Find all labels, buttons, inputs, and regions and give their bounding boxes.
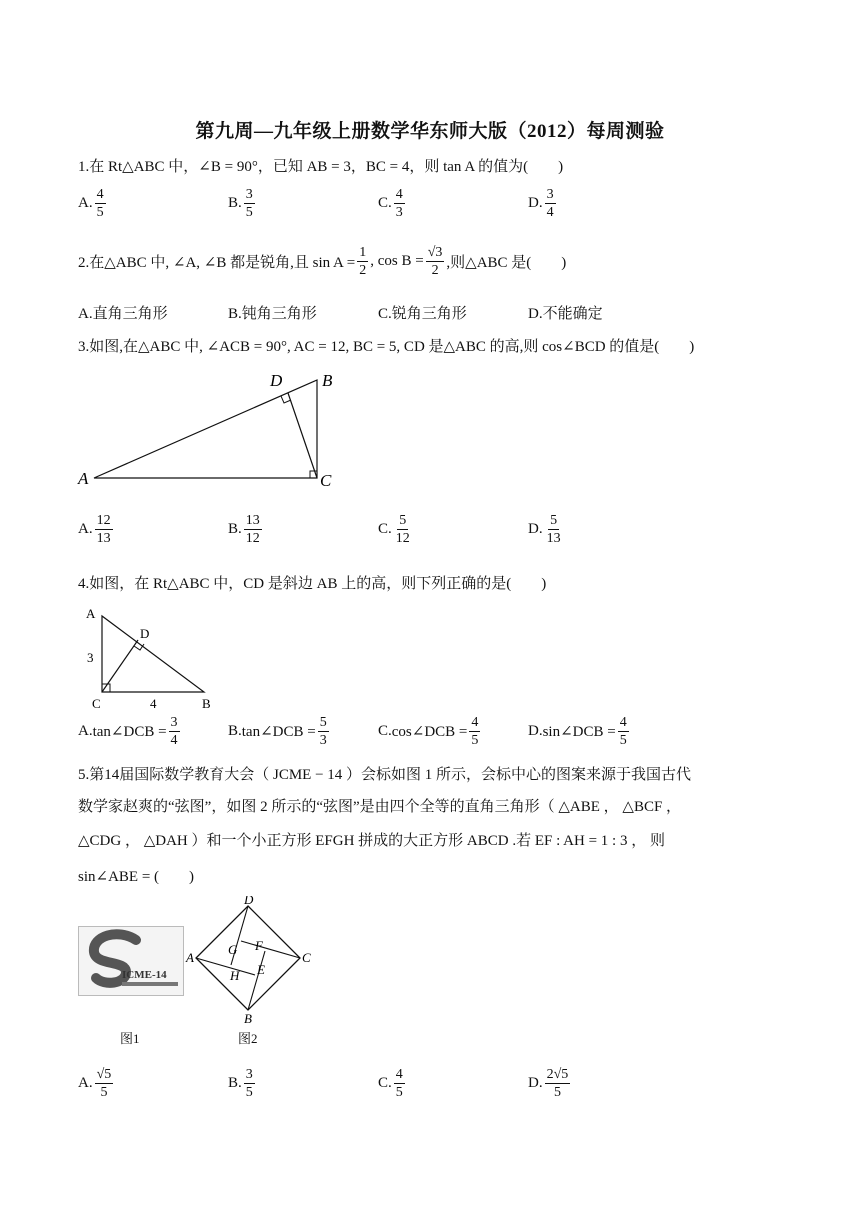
- fraction: [618, 714, 629, 749]
- logo-text: ICME-14: [122, 969, 167, 981]
- fraction: [244, 1066, 255, 1101]
- q4-triangle-figure: [78, 602, 228, 712]
- denominator: 4: [546, 205, 554, 220]
- fraction: [95, 512, 113, 547]
- label-a: A: [186, 950, 194, 965]
- stem-text: , cos B =: [370, 253, 424, 269]
- numerator: 4: [395, 187, 403, 202]
- option-label: C.: [378, 1075, 392, 1091]
- label-a: A: [78, 469, 89, 488]
- option-label: C.: [378, 195, 392, 211]
- figure-2-caption: 图2: [238, 1031, 258, 1046]
- stem-text: 2.在△ABC 中, ∠A, ∠B 都是锐角,且 sin A =: [78, 255, 356, 271]
- option-label: A.: [78, 1075, 93, 1091]
- numerator: 3: [245, 187, 253, 202]
- denominator: 5: [619, 733, 627, 748]
- label-c: C: [92, 696, 101, 711]
- option-expression: tan∠DCB =: [92, 724, 167, 740]
- numerator: 1: [359, 245, 367, 260]
- fraction: [545, 512, 563, 547]
- triangle-abc: [102, 616, 204, 692]
- numerator: 2√5: [546, 1067, 569, 1082]
- q3-option-d[interactable]: [528, 512, 565, 547]
- denominator: 12: [245, 531, 260, 546]
- fraction: [545, 1066, 571, 1101]
- q1-option-c[interactable]: [378, 186, 407, 221]
- q2-option-c[interactable]: C.锐角三角形: [378, 306, 467, 322]
- denominator: 2: [359, 263, 367, 278]
- option-label: B.: [228, 521, 242, 537]
- fraction: [318, 714, 329, 749]
- triangle-abc: [94, 380, 317, 478]
- label-g: G: [228, 942, 238, 957]
- q3-option-a[interactable]: [78, 512, 115, 547]
- q2-option-a[interactable]: A.直角三角形: [78, 306, 168, 322]
- q3-triangle-figure: [74, 368, 344, 492]
- option-label: A.: [78, 195, 93, 211]
- question-1-stem: 1.在 Rt△ABC 中，∠B = 90°，已知 AB = 3，BC = 4，则 tan A 的值为( ): [78, 159, 564, 175]
- numerator: 3: [170, 715, 178, 730]
- q4-option-d[interactable]: [528, 714, 631, 749]
- option-label: B.: [228, 1075, 242, 1091]
- fraction: [95, 1066, 114, 1101]
- q4-option-a[interactable]: [78, 714, 182, 749]
- label-f: F: [255, 938, 263, 953]
- fraction: [426, 244, 445, 279]
- denominator: 12: [395, 531, 410, 546]
- question-5-line-4: sin∠ABE = ( ): [78, 869, 195, 885]
- figure-1-caption: 图1: [120, 1031, 140, 1046]
- option-label: D.: [528, 1075, 543, 1091]
- fraction: [394, 1066, 405, 1101]
- q1-option-a[interactable]: [78, 186, 108, 221]
- page-title: 第九周—九年级上册数学华东师大版（2012）每周测验: [195, 121, 665, 142]
- question-3-stem: 3.如图,在△ABC 中, ∠ACB = 90°, AC = 12, BC = 5, CD 是△ABC 的高,则 cos∠BCD 的值是( ): [78, 339, 695, 355]
- q5-option-d[interactable]: [528, 1066, 572, 1101]
- label-h: H: [230, 968, 240, 983]
- label-c: C: [320, 471, 332, 490]
- fraction: [394, 512, 412, 547]
- q3-option-c[interactable]: [378, 512, 414, 547]
- option-label: A.: [78, 521, 93, 537]
- denominator: 3: [395, 205, 403, 220]
- option-label: B.: [228, 723, 242, 739]
- denominator: 5: [395, 1085, 403, 1100]
- big-square-abcd: [196, 906, 300, 1010]
- option-label: B.: [228, 195, 242, 211]
- fraction: [169, 714, 180, 749]
- q4-option-c[interactable]: [378, 714, 482, 749]
- numerator: 5: [399, 513, 407, 528]
- fraction: [545, 186, 556, 221]
- label-d: D: [140, 626, 150, 641]
- q2-option-b[interactable]: B.钝角三角形: [228, 306, 317, 322]
- label-b: B: [322, 371, 333, 390]
- fraction: [469, 714, 480, 749]
- option-label: D.: [528, 195, 543, 211]
- fraction: [95, 186, 106, 221]
- denominator: 5: [96, 205, 104, 220]
- denominator: 13: [546, 531, 561, 546]
- denominator: 5: [553, 1085, 561, 1100]
- option-label: C.: [378, 723, 392, 739]
- numerator: 3: [546, 187, 554, 202]
- label-e: E: [257, 962, 265, 977]
- option-label: C.: [378, 521, 392, 537]
- q1-option-d[interactable]: [528, 186, 558, 221]
- q5-option-a[interactable]: [78, 1066, 115, 1101]
- q2-option-d[interactable]: D.不能确定: [528, 306, 603, 322]
- denominator: 3: [319, 733, 327, 748]
- denominator: 5: [471, 733, 479, 748]
- option-label: A.: [78, 723, 93, 739]
- numerator: 5: [319, 715, 327, 730]
- label-d: D: [270, 371, 283, 390]
- q5-option-c[interactable]: [378, 1066, 407, 1101]
- numerator: 5: [550, 513, 558, 528]
- q1-option-b[interactable]: [228, 186, 257, 221]
- numerator: 13: [245, 513, 260, 528]
- question-5-line-2: 数学家赵爽的“弦图”，如图 2 所示的“弦图”是由四个全等的直角三角形（ △ABE ， △BCF ，: [78, 799, 682, 815]
- question-5-line-3: △CDG ， △DAH ）和一个小正方形 EFGH 拼成的大正方形 ABCD .若 EF : AH = 1 : 3 ， 则: [78, 833, 665, 849]
- xian-tu-figure: [184, 896, 314, 1026]
- right-angle-mark-d: [134, 644, 144, 650]
- numerator: 4: [96, 187, 104, 202]
- label-d: D: [244, 896, 254, 907]
- numerator: 4: [471, 715, 479, 730]
- numerator: 4: [395, 1067, 403, 1082]
- numerator: 4: [619, 715, 627, 730]
- q5-option-b[interactable]: [228, 1066, 257, 1101]
- numerator: √3: [427, 245, 443, 260]
- option-label: D.: [528, 723, 543, 739]
- stem-text: ,则△ABC 是( ): [446, 255, 567, 271]
- altitude-cd: [288, 393, 317, 478]
- label-side-ac: 3: [87, 650, 94, 665]
- label-b: B: [244, 1011, 252, 1026]
- question-5-line-1: 5.第14届国际数学教育大会（ JCME − 14 ）会标如图 1 所示，会标中心的图案来源于我国古代: [78, 767, 692, 783]
- icme-logo-figure: [78, 926, 184, 996]
- q4-option-b[interactable]: [228, 714, 331, 749]
- q3-option-b[interactable]: [228, 512, 264, 547]
- label-side-cb: 4: [150, 696, 157, 711]
- label-c: C: [302, 950, 311, 965]
- label-b: B: [202, 696, 211, 711]
- label-a: A: [86, 606, 96, 621]
- denominator: 2: [431, 263, 439, 278]
- numerator: 12: [96, 513, 111, 528]
- denominator: 4: [170, 733, 178, 748]
- option-expression: tan∠DCB =: [241, 724, 316, 740]
- denominator: 5: [245, 1085, 253, 1100]
- fraction: [394, 186, 405, 221]
- numerator: √5: [96, 1067, 112, 1082]
- denominator: 5: [100, 1085, 108, 1100]
- option-expression: cos∠DCB =: [391, 724, 468, 740]
- question-4-stem: 4.如图，在 Rt△ABC 中，CD 是斜边 AB 上的高，则下列正确的是( ): [78, 576, 547, 592]
- numerator: 3: [245, 1067, 253, 1082]
- option-expression: sin∠DCB =: [542, 724, 616, 740]
- question-2-stem: [78, 244, 566, 279]
- option-label: D.: [528, 521, 543, 537]
- fraction: [244, 512, 262, 547]
- denominator: 13: [96, 531, 111, 546]
- denominator: 5: [245, 205, 253, 220]
- fraction: [357, 244, 368, 279]
- logo-subtext-bar: [122, 982, 178, 986]
- fraction: [244, 186, 255, 221]
